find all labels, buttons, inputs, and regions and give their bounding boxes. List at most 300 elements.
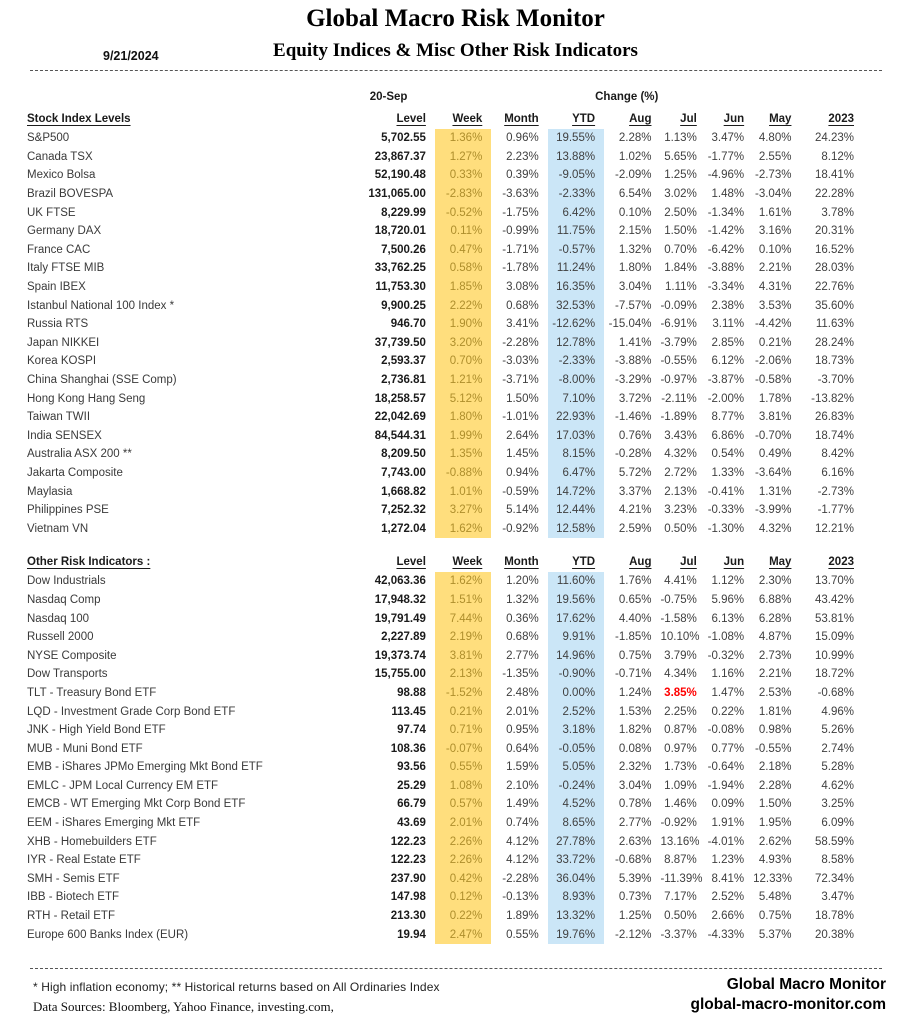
cell-jul: 1.84% <box>664 262 697 275</box>
cell-y23: 13.70% <box>814 575 854 588</box>
cell-jul: -3.79% <box>660 336 697 349</box>
column-header-wk: Week <box>452 112 483 125</box>
cell-aug: 2.28% <box>618 132 652 145</box>
cell-ytd: -2.33% <box>548 352 604 371</box>
table-row <box>27 408 863 427</box>
cell-level: 18,258.57 <box>374 392 426 405</box>
cell-may: 4.32% <box>758 522 792 535</box>
cell-jun: -1.08% <box>707 631 745 644</box>
cell-month: 0.68% <box>506 631 539 644</box>
cell-wk: 0.71% <box>435 721 491 740</box>
table-row <box>27 185 863 204</box>
table-row <box>27 591 863 610</box>
cell-may: -4.42% <box>755 318 792 331</box>
cell-jun: 0.77% <box>711 742 745 755</box>
cell-may: 6.28% <box>758 612 792 625</box>
cell-level: 97.74 <box>397 724 426 737</box>
cell-jul: -2.11% <box>661 392 697 405</box>
cell-level: 18,720.01 <box>374 225 426 238</box>
cell-y23: 12.21% <box>814 522 854 535</box>
cell-y23: 4.96% <box>821 705 854 718</box>
column-header-aug: Aug <box>629 555 652 568</box>
cell-jun: -1.42% <box>707 225 745 238</box>
cell-aug: 6.54% <box>618 188 652 201</box>
header-divider <box>30 70 882 71</box>
cell-jul: 1.50% <box>664 225 697 238</box>
cell-jul: 4.41% <box>664 575 697 588</box>
table-row <box>27 777 863 796</box>
cell-y23: 10.99% <box>814 649 854 662</box>
cell-wk: 2.13% <box>435 665 491 684</box>
cell-may: 1.50% <box>758 798 792 811</box>
cell-ytd: 14.72% <box>548 482 604 501</box>
cell-ytd: -2.33% <box>548 185 604 204</box>
cell-jun: -0.32% <box>707 649 745 662</box>
row-label: France CAC <box>27 243 91 256</box>
cell-jun: 1.47% <box>711 686 745 699</box>
cell-aug: 0.75% <box>618 649 652 662</box>
cell-level: 2,227.89 <box>381 631 426 644</box>
report-date: 9/21/2024 <box>103 49 159 63</box>
table-row <box>27 371 863 390</box>
cell-level: 7,252.32 <box>381 504 426 517</box>
row-label: IBB - Biotech ETF <box>27 891 120 904</box>
cell-month: 0.39% <box>506 169 539 182</box>
cell-level: 8,209.50 <box>381 448 426 461</box>
row-label: Dow Industrials <box>27 575 106 588</box>
cell-jun: -3.34% <box>707 281 745 294</box>
table-row <box>27 296 863 315</box>
cell-level: 946.70 <box>390 318 426 331</box>
cell-ytd: 12.58% <box>548 519 604 538</box>
row-label: Russell 2000 <box>27 631 94 644</box>
cell-month: 0.94% <box>506 466 539 479</box>
cell-y23: 58.59% <box>814 835 854 848</box>
table-row <box>27 832 863 851</box>
row-label: EMB - iShares JPMo Emerging Mkt Bond ETF <box>27 761 263 774</box>
cell-month: -1.75% <box>502 206 539 219</box>
cell-may: 4.80% <box>758 132 792 145</box>
cell-month: 2.10% <box>506 779 539 792</box>
table-row <box>27 389 863 408</box>
cell-ytd: 19.55% <box>548 129 604 148</box>
row-label: Maylasia <box>27 485 73 498</box>
cell-level: 2,593.37 <box>381 355 426 368</box>
cell-jun: -0.08% <box>707 724 745 737</box>
table-row <box>27 501 863 520</box>
cell-y23: -3.70% <box>817 374 854 387</box>
cell-month: -1.01% <box>502 411 539 424</box>
cell-aug: 0.10% <box>618 206 652 219</box>
cell-may: -2.73% <box>755 169 792 182</box>
cell-ytd: 13.88% <box>548 148 604 167</box>
cell-level: 113.45 <box>391 705 426 718</box>
cell-may: -3.04% <box>755 188 792 201</box>
cell-aug: 2.63% <box>618 835 652 848</box>
table-row <box>27 684 863 703</box>
cell-may: 1.81% <box>758 705 792 718</box>
cell-y23: -1.77% <box>817 504 854 517</box>
cell-jul: 10.10% <box>660 631 700 644</box>
cell-ytd: 32.53% <box>548 296 604 315</box>
cell-month: -1.71% <box>502 243 539 256</box>
cell-wk: -1.52% <box>435 684 491 703</box>
table-row <box>27 870 863 889</box>
cell-jun: 1.91% <box>711 817 745 830</box>
cell-ytd: 13.32% <box>548 907 604 926</box>
cell-jul: -0.97% <box>660 374 697 387</box>
cell-jun: -4.01% <box>707 835 745 848</box>
row-label: EEM - iShares Emerging Mkt ETF <box>27 817 201 830</box>
cell-month: 1.32% <box>506 593 539 606</box>
cell-may: 2.53% <box>758 686 792 699</box>
cell-may: 4.31% <box>758 281 792 294</box>
cell-jul: 1.09% <box>664 779 697 792</box>
cell-jun: 0.09% <box>711 798 745 811</box>
cell-ytd: 27.78% <box>548 832 604 851</box>
cell-y23: 35.60% <box>814 299 854 312</box>
cell-ytd: 14.96% <box>548 646 604 665</box>
cell-aug: 1.41% <box>618 336 652 349</box>
cell-jun: -1.77% <box>707 150 745 163</box>
column-header-month: Month <box>504 112 539 125</box>
cell-wk: 1.62% <box>435 519 491 538</box>
cell-ytd: 2.52% <box>548 702 604 721</box>
cell-y23: 72.34% <box>814 872 854 885</box>
cell-aug: 3.04% <box>618 779 652 792</box>
cell-level: 5,702.55 <box>381 132 426 145</box>
cell-jul: 3.79% <box>664 649 697 662</box>
cell-ytd: 11.75% <box>548 222 604 241</box>
cell-jul: 3.02% <box>664 188 697 201</box>
cell-may: -0.70% <box>755 429 792 442</box>
cell-may: 0.98% <box>758 724 792 737</box>
cell-jul: -11.39% <box>660 872 703 885</box>
cell-y23: 28.24% <box>814 336 854 349</box>
cell-jun: -0.64% <box>707 761 745 774</box>
cell-may: 2.18% <box>758 761 792 774</box>
page-title: Global Macro Risk Monitor <box>306 5 605 32</box>
cell-ytd: 8.65% <box>548 814 604 833</box>
cell-jul: -6.91% <box>660 318 697 331</box>
column-header-level: Level <box>396 112 426 125</box>
cell-jun: 1.48% <box>711 188 745 201</box>
row-label: MUB - Muni Bond ETF <box>27 742 143 755</box>
cell-ytd: 19.76% <box>548 925 604 944</box>
cell-wk: 1.21% <box>435 371 491 390</box>
column-header-aug: Aug <box>629 112 652 125</box>
cell-may: 2.73% <box>758 649 792 662</box>
cell-jul: 1.73% <box>664 761 697 774</box>
cell-may: 2.21% <box>758 668 792 681</box>
cell-month: 3.41% <box>506 318 539 331</box>
table-row <box>27 129 863 148</box>
cell-ytd: 17.62% <box>548 609 604 628</box>
cell-jul: 0.50% <box>664 522 697 535</box>
cell-ytd: 6.47% <box>548 464 604 483</box>
cell-month: 0.74% <box>506 817 539 830</box>
cell-y23: 6.09% <box>821 817 854 830</box>
row-label: China Shanghai (SSE Comp) <box>27 374 177 387</box>
cell-wk: 1.51% <box>435 591 491 610</box>
cell-level: 84,544.31 <box>374 429 426 442</box>
cell-ytd: 7.10% <box>548 389 604 408</box>
cell-level: 7,743.00 <box>381 466 426 479</box>
cell-level: 1,668.82 <box>381 485 426 498</box>
cell-wk: 0.58% <box>435 259 491 278</box>
table-row <box>27 315 863 334</box>
column-header-jun: Jun <box>723 555 745 568</box>
cell-y23: 20.31% <box>814 225 854 238</box>
cell-month: 1.49% <box>506 798 539 811</box>
cell-wk: 1.85% <box>435 278 491 297</box>
cell-wk: 2.19% <box>435 628 491 647</box>
cell-level: 8,229.99 <box>381 206 426 219</box>
cell-aug: 0.08% <box>618 742 652 755</box>
cell-jul: 1.13% <box>664 132 697 145</box>
cell-month: -0.59% <box>502 485 539 498</box>
cell-wk: 1.27% <box>435 148 491 167</box>
cell-may: 2.30% <box>758 575 792 588</box>
cell-y23: 2.74% <box>821 742 854 755</box>
cell-month: 2.64% <box>506 429 539 442</box>
cell-may: -0.55% <box>755 742 792 755</box>
cell-level: 9,900.25 <box>381 299 426 312</box>
cell-wk: 1.62% <box>435 572 491 591</box>
cell-ytd: 8.15% <box>548 445 604 464</box>
cell-month: -0.13% <box>502 891 539 904</box>
footnote-asterisks: * High inflation economy; ** Historical returns based on All Ordinaries Index <box>33 980 440 994</box>
cell-month: -1.78% <box>502 262 539 275</box>
cell-jul: 0.97% <box>664 742 697 755</box>
cell-month: 1.45% <box>506 448 539 461</box>
cell-may: 0.75% <box>758 910 792 923</box>
cell-month: 3.08% <box>506 281 539 294</box>
cell-wk: 1.90% <box>435 315 491 334</box>
cell-aug: 1.24% <box>618 686 652 699</box>
cell-level: 66.79 <box>397 798 426 811</box>
cell-wk: -2.83% <box>435 185 491 204</box>
column-header-ytd: YTD <box>572 112 596 125</box>
cell-jun: 0.54% <box>711 448 745 461</box>
cell-y23: 53.81% <box>814 612 854 625</box>
cell-jul: -0.75% <box>660 593 697 606</box>
cell-level: 22,042.69 <box>374 411 426 424</box>
cell-month: 1.89% <box>506 910 539 923</box>
cell-wk: 1.36% <box>435 129 491 148</box>
cell-jun: -1.30% <box>707 522 745 535</box>
cell-ytd: -0.57% <box>548 241 604 260</box>
cell-level: 11,753.30 <box>375 281 426 294</box>
row-label: Germany DAX <box>27 225 102 238</box>
table-row <box>27 259 863 278</box>
cell-jun: 8.41% <box>711 872 745 885</box>
cell-wk: 1.80% <box>435 408 491 427</box>
column-header-wk: Week <box>452 555 483 568</box>
table-row <box>27 646 863 665</box>
cell-may: 5.48% <box>758 891 792 904</box>
cell-month: 0.36% <box>506 612 539 625</box>
table-row <box>27 702 863 721</box>
cell-wk: 1.08% <box>435 777 491 796</box>
table-row <box>27 482 863 501</box>
row-label: RTH - Retail ETF <box>27 910 115 923</box>
table-row <box>27 241 863 260</box>
cell-aug: -15.04% <box>608 318 652 331</box>
cell-wk: 0.57% <box>435 795 491 814</box>
row-label: EMCB - WT Emerging Mkt Corp Bond ETF <box>27 798 246 811</box>
cell-jun: 1.12% <box>711 575 745 588</box>
cell-jul: -3.37% <box>660 928 697 941</box>
cell-y23: -2.73% <box>817 485 854 498</box>
cell-aug: 1.32% <box>618 243 652 256</box>
cell-aug: 5.72% <box>618 466 652 479</box>
cell-wk: 0.42% <box>435 870 491 889</box>
cell-aug: 1.25% <box>618 910 652 923</box>
cell-aug: 3.04% <box>618 281 652 294</box>
cell-jun: -3.87% <box>707 374 745 387</box>
row-label: TLT - Treasury Bond ETF <box>27 686 157 699</box>
cell-aug: 2.77% <box>618 817 652 830</box>
cell-jul: 2.50% <box>664 206 697 219</box>
cell-month: 2.01% <box>506 705 539 718</box>
cell-level: 213.30 <box>390 910 426 923</box>
cell-aug: -0.68% <box>615 854 652 867</box>
brand-site: global-macro-monitor.com <box>690 996 886 1013</box>
table-row <box>27 352 863 371</box>
cell-month: -3.63% <box>502 188 539 201</box>
cell-jul: 4.32% <box>664 448 697 461</box>
cell-month: -3.03% <box>502 355 539 368</box>
cell-month: 0.68% <box>506 299 539 312</box>
cell-jun: 6.12% <box>711 355 745 368</box>
cell-jun: 1.16% <box>711 668 745 681</box>
table-row <box>27 795 863 814</box>
cell-ytd: 33.72% <box>548 851 604 870</box>
cell-ytd: 16.35% <box>548 278 604 297</box>
stock-index-table <box>27 86 863 538</box>
cell-jul: 8.87% <box>664 854 697 867</box>
column-header-month: Month <box>504 555 539 568</box>
cell-jun: -0.41% <box>707 485 745 498</box>
cell-aug: -7.57% <box>615 299 652 312</box>
cell-level: 7,500.26 <box>381 243 426 256</box>
cell-jun: -4.96% <box>707 169 745 182</box>
cell-y23: 3.78% <box>821 206 854 219</box>
cell-aug: 0.73% <box>618 891 652 904</box>
cell-y23: 18.72% <box>814 668 854 681</box>
row-label: Europe 600 Banks Index (EUR) <box>27 928 189 941</box>
row-label: LQD - Investment Grade Corp Bond ETF <box>27 705 236 718</box>
table-row <box>27 222 863 241</box>
cell-level: 131,065.00 <box>368 188 426 201</box>
cell-jul: 5.65% <box>664 150 697 163</box>
tables-area <box>27 86 863 944</box>
cell-level: 52,190.48 <box>374 169 426 182</box>
table-row <box>27 572 863 591</box>
risk-indicators-table <box>27 551 863 944</box>
cell-jun: -4.33% <box>707 928 745 941</box>
group-change-label: Change (%) <box>595 91 659 103</box>
cell-may: 4.87% <box>758 631 792 644</box>
cell-month: 1.20% <box>506 575 539 588</box>
cell-wk: 0.21% <box>435 702 491 721</box>
cell-aug: 0.76% <box>618 429 652 442</box>
column-header-level: Level <box>396 555 426 568</box>
column-header-row <box>27 551 863 572</box>
cell-jun: -1.94% <box>707 779 745 792</box>
cell-may: 1.78% <box>758 392 792 405</box>
brand-name: Global Macro Monitor <box>726 976 886 993</box>
cell-jul: -1.58% <box>660 612 697 625</box>
cell-wk: 7.44% <box>435 609 491 628</box>
cell-wk: 3.27% <box>435 501 491 520</box>
cell-jun: 5.96% <box>711 593 745 606</box>
cell-month: 5.14% <box>506 504 539 517</box>
page-subtitle: Equity Indices & Misc Other Risk Indicators <box>273 40 638 61</box>
cell-y23: 8.42% <box>821 448 854 461</box>
cell-level: 1,272.04 <box>381 522 426 535</box>
column-header-row <box>27 108 863 129</box>
cell-wk: 3.20% <box>435 334 491 353</box>
cell-jul: 2.25% <box>664 705 697 718</box>
cell-ytd: 11.24% <box>548 259 604 278</box>
cell-ytd: 36.04% <box>548 870 604 889</box>
table-row <box>27 925 863 944</box>
cell-ytd: 11.60% <box>548 572 604 591</box>
cell-aug: 1.82% <box>618 724 652 737</box>
cell-aug: 4.40% <box>618 612 652 625</box>
cell-y23: 5.28% <box>821 761 854 774</box>
cell-jul: -1.89% <box>660 411 697 424</box>
cell-aug: -2.09% <box>615 169 652 182</box>
cell-jul: 1.46% <box>664 798 697 811</box>
cell-aug: 0.78% <box>618 798 652 811</box>
row-label: Canada TSX <box>27 150 93 163</box>
table-row <box>27 628 863 647</box>
row-label: Dow Transports <box>27 668 108 681</box>
row-label: EMLC - JPM Local Currency EM ETF <box>27 779 219 792</box>
cell-month: 0.55% <box>506 928 539 941</box>
cell-month: -3.71% <box>502 374 539 387</box>
cell-may: 3.81% <box>758 411 792 424</box>
cell-jul: 0.70% <box>664 243 697 256</box>
cell-aug: 5.39% <box>618 872 652 885</box>
column-header-jul: Jul <box>680 555 697 568</box>
cell-jul: 3.43% <box>664 429 697 442</box>
cell-wk: 5.12% <box>435 389 491 408</box>
cell-y23: 22.28% <box>814 188 854 201</box>
cell-wk: -0.88% <box>435 464 491 483</box>
cell-aug: -2.12% <box>615 928 652 941</box>
cell-may: 0.10% <box>758 243 792 256</box>
brand-block <box>691 976 887 1014</box>
cell-jul: 3.23% <box>664 504 697 517</box>
table-row <box>27 888 863 907</box>
cell-may: 1.61% <box>758 206 792 219</box>
cell-jul: 3.85% <box>664 686 697 699</box>
cell-may: 1.31% <box>758 485 792 498</box>
cell-level: 122.23 <box>390 835 426 848</box>
table-row <box>27 166 863 185</box>
cell-month: 2.48% <box>506 686 539 699</box>
row-label: Korea KOSPI <box>27 355 97 368</box>
cell-wk: 0.70% <box>435 352 491 371</box>
cell-y23: 22.76% <box>814 281 854 294</box>
cell-month: -2.28% <box>502 336 539 349</box>
cell-month: 4.12% <box>506 835 539 848</box>
table-row <box>27 464 863 483</box>
